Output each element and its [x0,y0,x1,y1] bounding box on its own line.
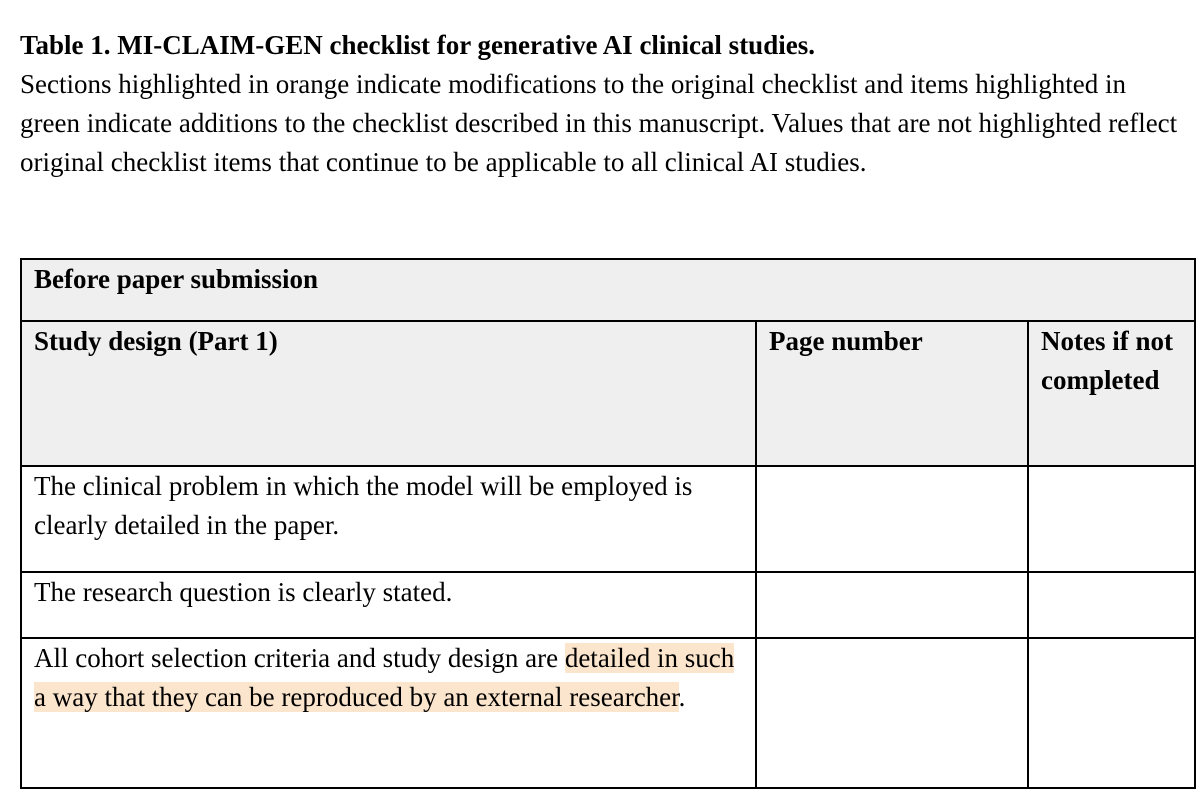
table-row [21,466,1195,572]
column-header-page-number: Page number [756,321,1028,466]
caption-body: Sections highlighted in orange indicate modifications to the original checklist and items highlighted in green indicate additions to the checklist described in this manuscript. Values that are not highlighted reflect original checklist items that continue to be applicable to all clinical AI studies. [20,69,1178,177]
page-number-cell [756,466,1028,572]
notes-cell [1028,638,1195,788]
item-text-suffix: . [678,682,686,712]
checklist-item: The clinical problem in which the model will be employed is clearly detailed in the paper. [21,466,756,572]
caption-title: Table 1. MI-CLAIM-GEN checklist for generative AI clinical studies. [20,30,815,60]
column-header-row [21,321,1195,466]
section-heading: Before paper submission [21,259,1195,321]
notes-cell [1028,572,1195,638]
checklist-table [20,258,1196,789]
checklist-item [21,638,756,788]
column-header-study-design: Study design (Part 1) [21,321,756,466]
item-text-plain: All cohort selection criteria and study design are [34,643,565,673]
page-number-cell [756,638,1028,788]
column-header-notes: Notes if not completed [1028,321,1195,466]
table-row [21,638,1195,788]
table-row [21,572,1195,638]
checklist-item: The research question is clearly stated. [21,572,756,638]
notes-cell [1028,466,1195,572]
table-caption [20,26,1185,182]
page-number-cell [756,572,1028,638]
item-text-modified-highlight: detailed in such a way that they can be reproduced by an external researcher [34,643,735,712]
section-header-row [21,259,1195,321]
